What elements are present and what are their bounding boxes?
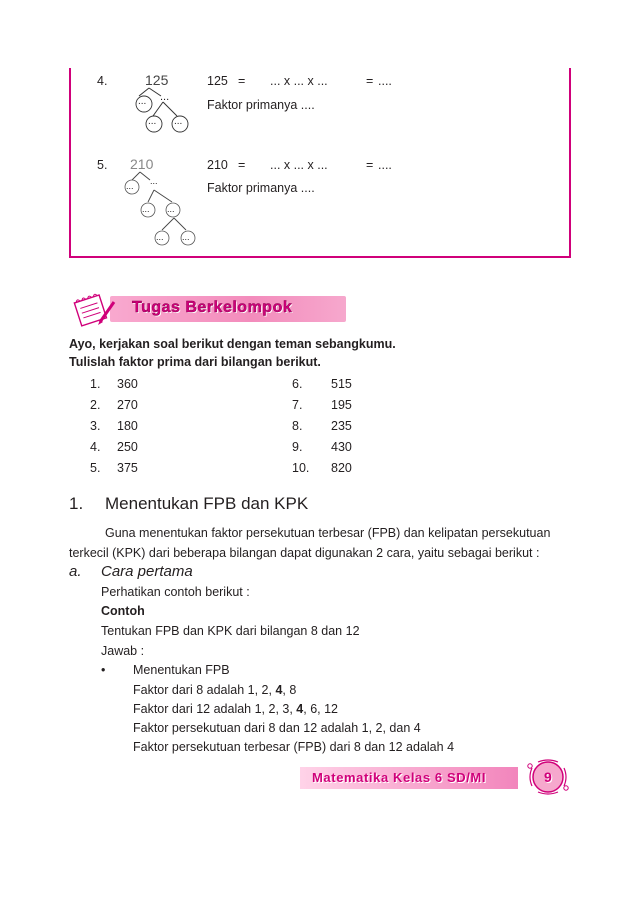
item5-number: 5.	[97, 158, 108, 172]
list-item-number: 6.	[292, 377, 303, 391]
factors-of-12-suffix: , 6, 12	[303, 702, 338, 716]
list-item-number: 8.	[292, 419, 303, 433]
list-item-value: 375	[117, 461, 138, 475]
factors-of-8-suffix: , 8	[282, 683, 297, 697]
list-item-value: 180	[117, 419, 138, 433]
list-item-number: 2.	[90, 398, 101, 412]
list-item-value: 270	[117, 398, 138, 412]
group-task-banner	[70, 292, 346, 328]
list-item-number: 1.	[90, 377, 101, 391]
item4-number: 4.	[97, 74, 108, 88]
item4-equation-product: ... x ... x ...	[270, 74, 328, 88]
item4-equals2: =	[366, 74, 374, 88]
factors-of-12	[133, 702, 338, 716]
page-number: 9	[544, 769, 552, 785]
item4-equation-result: ....	[378, 74, 392, 88]
instruction-1: Ayo, kerjakan soal berikut dengan teman sebangkumu.	[69, 337, 396, 351]
item5-dots-b: ...	[150, 176, 158, 186]
item4-dots-c: ...	[148, 116, 157, 127]
factors-of-8-prefix: Faktor dari 8 adalah 1, 2,	[133, 683, 276, 697]
section-title: Menentukan FPB dan KPK	[105, 494, 309, 513]
subsection-title: Cara pertama	[101, 563, 193, 580]
item5-equation-product: ... x ... x ...	[270, 158, 328, 172]
item5-factor-label: Faktor primanya ....	[207, 181, 315, 195]
item4-factor-label: Faktor primanya ....	[207, 98, 315, 112]
section-number: 1.	[69, 494, 84, 513]
factors-of-8-highlight: 4	[275, 683, 283, 697]
bullet-title: Menentukan FPB	[133, 663, 230, 677]
list-item-value: 360	[117, 377, 138, 391]
factors-of-12-highlight: 4	[296, 702, 304, 716]
item5-dots-e: ...	[156, 232, 164, 242]
example-label: Contoh	[101, 604, 145, 618]
item5-dots-f: ...	[182, 232, 190, 242]
list-item-number: 3.	[90, 419, 101, 433]
list-item-number: 9.	[292, 440, 303, 454]
item4-tree-root: 125	[145, 72, 169, 88]
item5-dots-d: ...	[167, 204, 175, 214]
list-item-value: 250	[117, 440, 138, 454]
common-factors: Faktor persekutuan dari 8 dan 12 adalah 1, 2, dan 4	[133, 721, 421, 735]
list-item-value: 195	[331, 398, 352, 412]
item5-dots-c: ...	[142, 204, 150, 214]
item5-equation-result: ....	[378, 158, 392, 172]
item5-tree-root: 210	[130, 156, 154, 172]
list-item-value: 430	[331, 440, 352, 454]
example-question: Tentukan FPB dan KPK dari bilangan 8 dan 12	[101, 624, 360, 638]
footer-book-title: Matematika Kelas 6 SD/MI	[312, 770, 487, 785]
item4-dots-d: ...	[174, 116, 183, 127]
item5-equals2: =	[366, 158, 374, 172]
list-item-number: 4.	[90, 440, 101, 454]
bullet-icon: •	[101, 663, 106, 677]
list-item-number: 10.	[292, 461, 310, 475]
subsection-letter: a.	[69, 563, 82, 580]
instruction-2: Tulislah faktor prima dari bilangan berikut.	[69, 355, 321, 369]
list-item-value: 820	[331, 461, 352, 475]
factors-of-12-prefix: Faktor dari 12 adalah 1, 2, 3,	[133, 702, 297, 716]
item5-tree-lines	[132, 172, 186, 230]
item5-equation-lhs: 210	[207, 158, 228, 172]
item5-dots-a: ...	[126, 181, 134, 191]
list-item-value: 515	[331, 377, 352, 391]
intro-line-2: terkecil (KPK) dari beberapa bilangan dapat digunakan 2 cara, yaitu sebagai berikut :	[69, 546, 540, 560]
item5-equals1: =	[238, 158, 246, 172]
list-item-number: 7.	[292, 398, 303, 412]
answer-label: Jawab :	[101, 644, 145, 658]
item4-dots-a: ...	[138, 96, 147, 107]
factors-of-8	[133, 683, 296, 697]
item4-dots-b: ...	[160, 91, 170, 103]
list-item-value: 235	[331, 419, 352, 433]
item4-equation-lhs: 125	[207, 74, 228, 88]
gcd-line: Faktor persekutuan terbesar (FPB) dari 8 dan 12 adalah 4	[133, 740, 455, 754]
intro-line-1: Guna menentukan faktor persekutuan terbesar (FPB) dan kelipatan persekutuan	[105, 526, 551, 540]
notepad-pencil-icon	[70, 292, 120, 328]
banner-title: Tugas Berkelompok	[132, 299, 293, 316]
list-item-number: 5.	[90, 461, 101, 475]
notice-line: Perhatikan contoh berikut :	[101, 585, 250, 599]
item4-equals1: =	[238, 74, 246, 88]
